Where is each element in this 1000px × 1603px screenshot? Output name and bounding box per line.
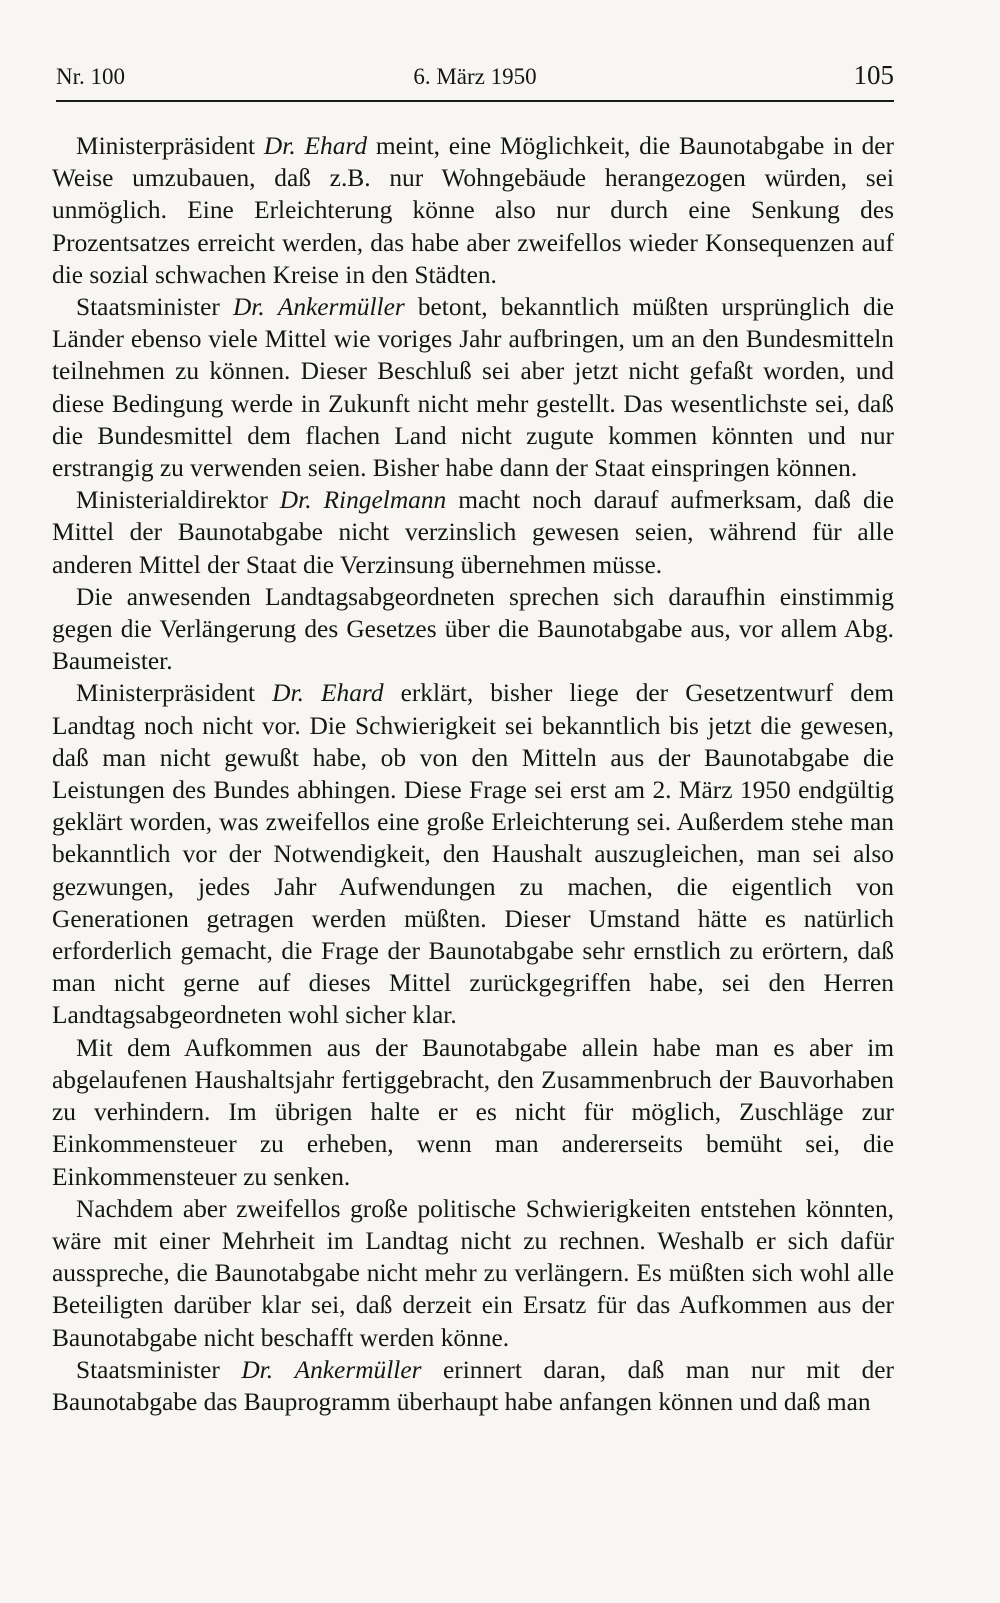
running-header <box>56 58 894 102</box>
speaker-title: Dr. <box>272 679 304 708</box>
speaker-role: Ministerialdirektor <box>76 486 280 515</box>
paragraph-text: Mit dem Aufkommen aus der Baunotabgabe allein habe man es aber im abgelaufenen Haushaltsjahr fertiggebracht, den Zusammenbruch der Bauvorhaben zu verhindern. Im übrigen halte er es nicht für möglich, Zuschläge zur Einkommensteuer zu erheben, wenn man andererseits bemüht sei, die Einkommensteuer zu senken. <box>52 1033 894 1191</box>
speaker-name: Ringelmann <box>323 486 447 515</box>
paragraph-text: erklärt, bisher liege der Gesetzentwurf dem Landtag noch nicht vor. Die Schwierigkeit sei bekanntlich bis jetzt die gewesen, daß man nicht gewußt habe, ob von den Mitteln aus der Baunotabgabe die Leistungen des Bundes abhingen. Diese Frage sei erst am 2. März 1950 endgültig geklärt worden, was zweifellos eine große Erleichterung sei. Außerdem stehe man bekanntlich vor der Notwendigkeit, den Haushalt auszugleichen, man sei also gezwungen, jedes Jahr Aufwendungen zu machen, die eigentlich von Generationen getragen werden müßten. Dieser Umstand hätte es natürlich erforderlich gemacht, die Frage der Baunotabgabe sehr ernstlich zu erörtern, daß man nicht gerne auf dieses Mittel zurückgegriffen habe, sei den Herren Landtagsabgeordneten wohl sicher klar. <box>52 679 894 1030</box>
speaker-name: Ankermüller <box>277 293 405 322</box>
paragraph <box>52 677 894 1031</box>
speaker-name: Ankermüller <box>294 1355 422 1384</box>
speaker-title: Dr. <box>279 486 312 515</box>
speaker-name: Ehard <box>320 679 384 708</box>
speaker-role: Ministerpräsident <box>76 679 273 708</box>
protocol-body <box>52 130 894 1418</box>
speaker-name: Ehard <box>304 132 368 160</box>
session-date: 6. März 1950 <box>413 64 537 89</box>
paragraph <box>52 484 894 581</box>
paragraph-text: meint, eine Möglichkeit, die Baunotabgabe in der Weise umzubauen, daß z.B. nur Wohngebäude herangezogen würden, sei unmöglich. Eine Erleichterung könne also nur durch eine Senkung des Prozentsatzes erreicht werden, das habe aber zweifellos wieder Konsequenzen auf die sozial schwachen Kreise in den Städten. <box>52 132 894 289</box>
speaker-title: Dr. <box>232 293 265 322</box>
speaker-title: Dr. <box>263 132 296 160</box>
paragraph-text: Nachdem aber zweifellos große politische Schwierigkeiten entstehen könnten, wäre mit einer Mehrheit im Landtag nicht zu rechnen. Weshalb er sich dafür ausspreche, die Baunotabgabe nicht mehr zu verlängern. Es müßten sich wohl alle Beteiligten darüber klar sei, daß derzeit ein Ersatz für das Aufkommen aus der Baunotabgabe nicht beschafft werden könne. <box>52 1194 894 1352</box>
paragraph <box>52 130 894 291</box>
paragraph <box>52 1032 894 1193</box>
speaker-title: Dr. <box>241 1355 274 1384</box>
paragraph <box>52 291 894 484</box>
paragraph <box>52 1354 894 1418</box>
paragraph-text: macht noch darauf aufmerksam, daß die Mittel der Baunotabgabe nicht verzinslich gewesen seien, während für alle anderen Mittel der Staat die Verzinsung übernehmen müsse. <box>52 486 894 579</box>
paragraph <box>52 1193 894 1354</box>
paragraph-text: erinnert daran, daß man nur mit der Baunotabgabe das Bauprogramm überhaupt habe anfangen können und daß man <box>52 1355 894 1416</box>
paragraph-text: betont, bekanntlich müßten ursprünglich die Länder ebenso viele Mittel wie voriges Jahr aufbringen, um an den Bundesmitteln teilnehmen zu können. Dieser Beschluß sei aber jetzt nicht gefaßt worden, und diese Bedingung werde in Zukunft nicht mehr gestellt. Das wesentlichste sei, daß die Bundesmittel dem flachen Land nicht zugute kommen könnten und nur erstrangig zu verwenden seien. Bisher habe dann der Staat einspringen können. <box>52 293 894 483</box>
issue-number: Nr. 100 <box>56 64 125 89</box>
speaker-role: Staatsminister <box>76 1355 242 1384</box>
speaker-role: Staatsminister <box>76 293 233 322</box>
paragraph-text: Die anwesenden Landtagsabgeordneten sprechen sich daraufhin einstimmig gegen die Verlängerung des Gesetzes über die Baunotabgabe aus, vor allem Abg. Baumeister. <box>52 582 894 676</box>
paragraph <box>52 581 894 678</box>
speaker-role: Ministerpräsident <box>76 132 264 160</box>
page-number: 105 <box>853 60 894 90</box>
